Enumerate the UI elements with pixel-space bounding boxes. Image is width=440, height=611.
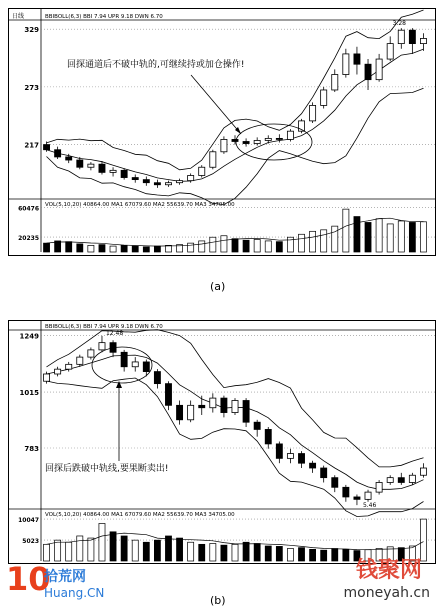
volume-bar — [121, 245, 127, 252]
volume-bar — [354, 217, 360, 252]
watermark-right-en: moneyah.cn — [343, 585, 430, 601]
candle-up — [55, 369, 61, 374]
candle-up — [376, 482, 382, 492]
candle-down — [177, 405, 183, 419]
volume-bar — [265, 546, 271, 561]
candle-up — [221, 139, 227, 151]
volume-bar — [221, 236, 227, 252]
candle-up — [398, 30, 404, 43]
candle-up — [88, 350, 94, 357]
volume-bar — [310, 549, 316, 561]
candle-down — [77, 160, 83, 167]
candle-down — [276, 444, 282, 458]
watermark-left-number: 10 — [6, 560, 51, 598]
volume-bar — [332, 226, 338, 252]
annotation-arrow-a — [191, 75, 241, 134]
volume-bar — [210, 543, 216, 561]
volume-bar — [321, 230, 327, 252]
volume-bar — [276, 242, 282, 252]
candle-up — [110, 170, 116, 172]
volume-bar — [77, 244, 83, 252]
volume-bar — [343, 209, 349, 252]
candle-up — [66, 364, 72, 369]
volume-bar — [99, 523, 105, 561]
volume-bar — [132, 540, 138, 561]
volume-bar — [287, 548, 293, 561]
volume-bar — [66, 242, 72, 252]
volume-bar — [88, 538, 94, 561]
volume-tick-label: 10047 — [18, 517, 39, 525]
indicator-header: BBIBOLL(6,3) BBI 7.94 UPR 9.18 DWN 6.70 — [45, 324, 163, 330]
candle-down — [99, 164, 105, 172]
volume-bar — [165, 536, 171, 561]
watermark-right-cn: 钱聚网 — [355, 558, 422, 583]
annotation-text-a: 回探通道后不破中轨的,可继续持或加仓操作! — [67, 60, 245, 70]
volume-bar — [332, 548, 338, 561]
volume-bar — [321, 550, 327, 561]
upper-band-line — [47, 10, 424, 170]
volume-tick-label: 20235 — [18, 235, 39, 243]
volume-bar — [243, 240, 249, 252]
lower-band-line — [47, 88, 424, 204]
volume-bar — [77, 536, 83, 561]
volume-bar — [55, 540, 61, 561]
candle-up — [188, 405, 194, 419]
volume-bar — [143, 542, 149, 561]
candle-up — [420, 38, 426, 43]
watermark-left-cn: 拾荒网 — [44, 569, 86, 585]
candle-down — [254, 422, 260, 429]
volume-bar — [199, 544, 205, 561]
caption-b: (b) — [210, 594, 226, 607]
candle-down — [121, 170, 127, 177]
volume-bar — [110, 246, 116, 252]
candle-up — [265, 138, 271, 140]
candle-up — [77, 357, 83, 364]
candle-up — [177, 181, 183, 183]
candle-up — [43, 374, 49, 381]
candle-down — [232, 139, 238, 141]
volume-header: VOL(5,10,20) 40864.00 MA1 67079.60 MA2 55639.70 MA3 34705.00 — [45, 202, 235, 208]
price-tick-label: 1015 — [19, 389, 39, 398]
arrow-head-b — [116, 381, 122, 388]
candle-down — [199, 405, 205, 407]
candle-down — [265, 429, 271, 443]
candle-down — [354, 54, 360, 64]
candle-down — [154, 372, 160, 384]
candle-down — [276, 138, 282, 139]
volume-bar — [177, 538, 183, 561]
candle-up — [387, 478, 393, 483]
candle-down — [221, 398, 227, 412]
candle-up — [210, 398, 216, 408]
volume-bar — [276, 546, 282, 561]
candle-down — [66, 157, 72, 160]
price-tick-label: 217 — [24, 141, 39, 150]
candle-down — [154, 183, 160, 185]
chart-a-svg — [9, 9, 435, 255]
candle-down — [243, 401, 249, 423]
volume-bar — [254, 239, 260, 252]
candle-up — [88, 164, 94, 167]
volume-bar — [243, 542, 249, 561]
volume-bar — [188, 542, 194, 561]
candle-up — [409, 475, 415, 482]
volume-bar — [88, 245, 94, 252]
volume-bar — [265, 241, 271, 252]
candle-down — [165, 384, 171, 406]
candle-down — [321, 468, 327, 478]
volume-bar — [210, 237, 216, 252]
price-tick-label: 1249 — [19, 332, 39, 341]
volume-bar — [121, 536, 127, 561]
candle-up — [310, 105, 316, 120]
volume-bar — [343, 549, 349, 561]
candle-up — [199, 167, 205, 175]
candle-down — [243, 141, 249, 143]
candle-up — [165, 183, 171, 185]
volume-bar — [387, 224, 393, 252]
watermark-left-en: Huang.CN — [44, 586, 105, 600]
volume-header: VOL(5,10,20) 40864.00 MA1 67079.60 MA2 55639.70 MA3 34705.00 — [45, 512, 235, 518]
chart-panel-a — [8, 8, 436, 256]
volume-bar — [221, 545, 227, 561]
candle-up — [365, 492, 371, 499]
volume-bar — [376, 219, 382, 252]
volume-bar — [398, 221, 404, 252]
volume-bar — [409, 222, 415, 252]
volume-bar — [232, 239, 238, 252]
volume-bar — [143, 247, 149, 252]
candle-down — [409, 30, 415, 43]
candle-up — [332, 75, 338, 90]
candle-up — [321, 90, 327, 105]
volume-bar — [298, 548, 304, 561]
volume-bar — [110, 532, 116, 561]
chart-panel-b — [8, 320, 436, 564]
candle-down — [398, 478, 404, 483]
candle-down — [343, 487, 349, 497]
volume-bar — [43, 243, 49, 252]
candle-up — [343, 54, 349, 75]
volume-bar — [188, 243, 194, 252]
indicator-header: BBIBOLL(6,3) BBI 7.94 UPR 9.18 DWN 6.70 — [45, 14, 163, 20]
volume-bar — [365, 222, 371, 252]
caption-a: (a) — [210, 280, 226, 293]
low-price-label: 5.46 — [362, 502, 377, 510]
volume-tick-label: 5023 — [22, 538, 39, 546]
candle-down — [55, 150, 61, 157]
candle-down — [365, 64, 371, 79]
price-tick-label: 273 — [24, 83, 39, 92]
high-price-label: 12.48 — [105, 329, 124, 337]
chart-b-svg — [9, 321, 435, 563]
volume-bar — [298, 234, 304, 252]
candle-up — [287, 454, 293, 459]
timeframe-badge: 日线 — [12, 13, 25, 20]
volume-bar — [254, 543, 260, 561]
volume-bar — [199, 241, 205, 252]
candle-up — [287, 131, 293, 139]
volume-bar — [43, 544, 49, 561]
volume-bar — [99, 245, 105, 252]
volume-bar — [132, 246, 138, 252]
volume-bar — [154, 246, 160, 252]
candle-up — [132, 362, 138, 367]
candle-up — [188, 175, 194, 180]
price-tick-label: 783 — [24, 445, 39, 454]
candle-up — [210, 152, 216, 167]
high-price-label: 3.28 — [392, 20, 406, 28]
candle-up — [254, 140, 260, 143]
volume-bar — [55, 241, 61, 252]
candle-up — [232, 401, 238, 413]
candle-down — [143, 180, 149, 183]
candle-up — [420, 468, 426, 475]
candle-down — [143, 362, 149, 372]
price-tick-label: 329 — [24, 26, 39, 35]
volume-bar — [154, 540, 160, 561]
candle-down — [332, 478, 338, 488]
candle-up — [387, 44, 393, 59]
candle-down — [298, 454, 304, 464]
candle-down — [310, 463, 316, 468]
volume-bar — [66, 542, 72, 561]
candle-down — [132, 178, 138, 180]
volume-bar — [165, 245, 171, 252]
annotation-text-b: 回探后跌破中轨线,要果断卖出! — [45, 464, 169, 474]
candle-down — [354, 497, 360, 499]
candle-down — [121, 352, 127, 366]
candle-up — [376, 59, 382, 80]
candle-up — [99, 343, 105, 350]
candle-down — [43, 145, 49, 150]
volume-bar — [420, 222, 426, 252]
volume-bar — [232, 544, 238, 561]
volume-tick-label: 60476 — [18, 205, 39, 213]
volume-bar — [310, 231, 316, 252]
